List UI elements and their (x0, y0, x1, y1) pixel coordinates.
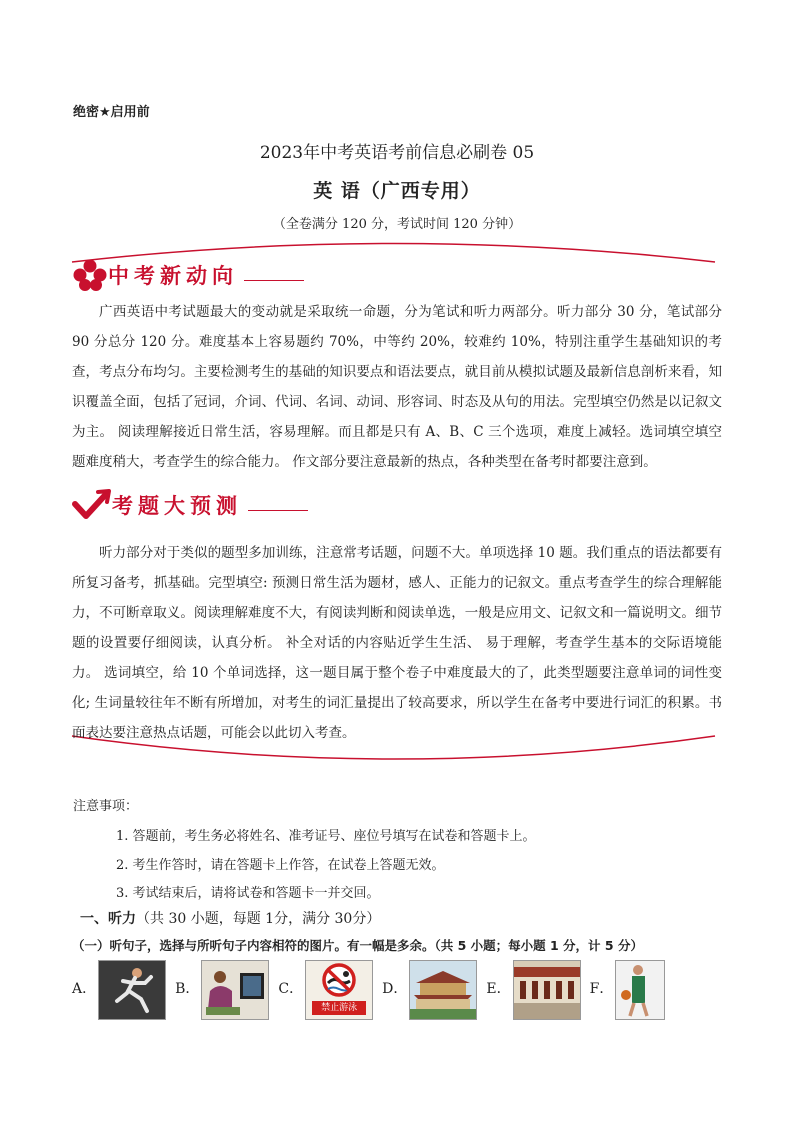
predict-heading-underline (248, 510, 308, 511)
picture-option-c (278, 960, 373, 1020)
secret-label: 绝密★启用前 (73, 105, 150, 120)
notes-title: 注意事项： (73, 799, 139, 814)
picture-options (72, 960, 674, 1020)
runner-picture-icon (98, 960, 166, 1020)
trend-heading-underline (244, 280, 304, 281)
building-picture-icon (513, 960, 581, 1020)
subject-title: 英 语（广西专用） (313, 180, 481, 202)
picture-option-e (486, 960, 580, 1020)
picture-letter: A． (72, 981, 97, 997)
picture-letter: C． (278, 981, 304, 997)
picture-letter: B． (175, 981, 200, 997)
picture-letter: D． (382, 981, 408, 997)
note-item-1: 1. 答题前，考生务必将姓名、准考证号、座位号填写在试卷和答题卡上。 (116, 829, 536, 844)
trend-heading (72, 258, 304, 292)
sign-text: 禁止游泳 (312, 1001, 366, 1015)
predict-title: 考题大预测 (112, 494, 242, 518)
part1-heading (80, 908, 380, 928)
flower-icon (72, 258, 108, 292)
check-arrow-icon (72, 488, 112, 522)
watching-tv-picture-icon (201, 960, 269, 1020)
picture-letter: E． (486, 981, 511, 997)
picture-option-b (175, 960, 269, 1020)
note-item-3: 3. 考试结束后，请将试卷和答题卡一并交回。 (116, 886, 380, 901)
note-item-2: 2. 考生作答时，请在答题卡上作答，在试卷上答题无效。 (116, 858, 445, 873)
score-info: （全卷满分 120 分，考试时间 120 分钟） (272, 217, 522, 232)
trend-title: 中考新动向 (108, 264, 238, 288)
predict-heading (72, 488, 308, 522)
basketball-player-picture-icon (615, 960, 665, 1020)
part1-sub-heading: （一）听句子，选择与所听句子内容相符的图片。有一幅是多余。（共 5 小题；每小题 1 分，计 5 分） (72, 938, 643, 953)
picture-letter: F． (589, 981, 614, 997)
picture-option-f (590, 960, 666, 1020)
part1-detail: （共 30 小题，每题 1分，满分 30分） (136, 911, 381, 927)
no-swimming-sign-icon (305, 960, 373, 1020)
picture-option-d (382, 960, 477, 1020)
picture-option-a (72, 960, 166, 1020)
part1-title: 一、听力 (80, 911, 136, 927)
predict-paragraph: 听力部分对于类似的题型多加训练，注意常考话题，问题不大。单项选择 10 题。我们重点的语法都要有所复习备考，抓基础。完型填空: 预测日常生活为题材，感人、正能力的记叙文。重点考查学生的综合理解能力，不可断章取义。阅读理解难度不大，有阅读判断和阅读单选，一般是应用文、记叙文和一篇说明文。细节题的设置要仔细阅读，认真分析。 补全对话的内容贴近学生生活、 易于理解，考查学生基本的交际语境能力。 选词填空，给 10 个单词选择，这一题目属于整个卷子中难度最大的了，此类型题要注意单词的词性变化; 生词量较往年不断有所增加，对考生的词汇量提出了较高要求，所以学生在备考中要进行词汇的积累。书面表达要注意热点话题，可能会以此切入考查。 (72, 545, 722, 741)
temple-picture-icon (409, 960, 477, 1020)
trend-paragraph: 广西英语中考试题最大的变动就是采取统一命题，分为笔试和听力两部分。听力部分 30 分，笔试部分 90 分总分 120 分。难度基本上容易题约 70%，中等约 20%，较难约 10%，特别注重学生基础知识的考查，考点分布均匀。主要检测考生的基础的知识要点和语法要点，就目前从模拟试题及最新信息剖析来看，知识覆盖全面，包括了冠词，介词、代词、名词、动词、形容词、时态及从句的用法。完型填空仍然是以记叙文为主。 阅读理解接近日常生活，容易理解。而且都是只有 A、B、C 三个选项，难度上减轻。选词填空填空题难度稍大，考查学生的综合能力。 作文部分要注意最新的热点，各种类型在备考时都要注意到。 (72, 304, 722, 470)
paper-title: 2023年中考英语考前信息必刷卷 05 (259, 143, 535, 163)
